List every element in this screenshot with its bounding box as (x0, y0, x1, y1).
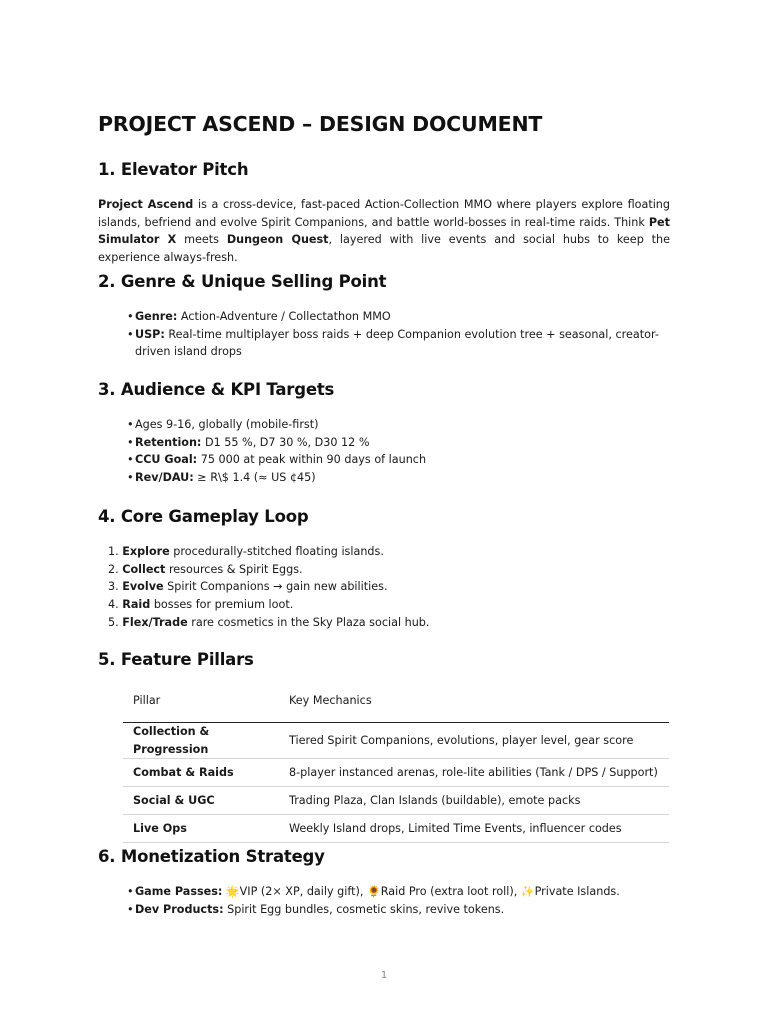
mechanics-cell: Tiered Spirit Companions, evolutions, player level, gear score (279, 723, 669, 759)
kpi-list (98, 416, 670, 487)
item-number: 1. (108, 545, 119, 558)
item-text: Spirit Egg bundles, cosmetic skins, revive tokens. (223, 902, 505, 916)
item-number: 3. (108, 580, 119, 594)
section-gameplay-loop (98, 507, 670, 632)
item-text: Action-Adventure / Collectathon MMO (177, 310, 391, 323)
pitch-text: , layered with live events and social hubs to keep the experience always-fresh. (98, 233, 670, 265)
monetization-list (98, 883, 670, 918)
item-text: Ages 9-16, globally (mobile-first) (135, 418, 319, 431)
list-item (98, 578, 670, 596)
pitch-text: meets (176, 233, 227, 247)
section-heading: 5. Feature Pillars (98, 650, 254, 669)
pillar-cell: Live Ops (123, 815, 279, 843)
section-heading: 4. Core Gameplay Loop (98, 507, 309, 526)
table-row (123, 787, 669, 815)
list-item (98, 543, 670, 561)
section-genre-usp (98, 272, 670, 361)
item-label: Explore (122, 545, 170, 558)
pillar-cell: Collection & Progression (123, 723, 279, 759)
section-heading: 2. Genre & Unique Selling Point (98, 272, 387, 291)
item-number: 4. (108, 598, 119, 612)
section-monetization (98, 847, 670, 918)
item-text: D1 55 %, D7 30 %, D30 12 % (201, 435, 370, 449)
pitch-text: is a cross-device, fast-paced Action-Collection MMO where players explore floating islands, befriend and evolve Spirit Companions, and battle world-bosses in real-time raids. Think (98, 198, 670, 229)
page-number: 1 (380, 970, 388, 981)
item-text: Real-time multiplayer boss raids + deep Companion evolution tree + seasonal, creator-driven island drops (135, 327, 659, 359)
item-label: Evolve (122, 580, 164, 594)
mechanics-cell: 8-player instanced arenas, role-lite abilities (Tank / DPS / Support) (279, 759, 669, 787)
item-number: 5. (108, 615, 119, 629)
list-item: •Genre: Action-Adventure / Collectathon MMO (127, 310, 391, 323)
item-label: Flex/Trade (122, 615, 188, 629)
sunflower-icon: 🌻 (367, 885, 381, 898)
item-label: Raid (122, 598, 151, 612)
item-text: 75 000 at peak within 90 days of launch (197, 453, 427, 467)
pitch-bold: Pet Simulator X (98, 215, 670, 247)
pitch-bold: Dungeon Quest (226, 233, 329, 247)
item-text: ≥ R\$ 1.4 (≈ US ¢45) (193, 471, 316, 485)
list-item: •Game Passes: 🌟VIP (2× XP, daily gift), 🌻Raid Pro (extra loot roll), ✨Private Islands. (127, 885, 620, 898)
mechanics-cell: Weekly Island drops, Limited Time Events, influencer codes (279, 815, 669, 843)
item-text: bosses for premium loot. (150, 598, 294, 612)
item-text: rare cosmetics in the Sky Plaza social hub. (187, 615, 430, 629)
item-label: Collect (122, 562, 166, 576)
pitch-bold: Project Ascend (98, 198, 194, 211)
column-header: Key Mechanics (279, 689, 669, 723)
column-header: Pillar (123, 689, 279, 723)
item-text: VIP (2× XP, daily gift), (239, 885, 364, 898)
list-item: •Rev/DAU: ≥ R\$ 1.4 (≈ US ¢45) (127, 471, 316, 485)
pitch-paragraph (98, 196, 670, 267)
mechanics-cell: Trading Plaza, Clan Islands (buildable), emote packs (279, 787, 669, 815)
table-row (123, 759, 669, 787)
list-item (98, 614, 670, 632)
genre-list (98, 308, 670, 361)
item-label: Rev/DAU: (135, 471, 194, 485)
item-label: Game Passes: (135, 885, 223, 898)
list-item: •CCU Goal: 75 000 at peak within 90 days of launch (127, 453, 427, 467)
document-page (98, 112, 670, 916)
table-row (123, 815, 669, 843)
loop-list (98, 543, 670, 632)
star-icon: 🌟 (225, 885, 240, 898)
item-label: Dev Products: (135, 902, 224, 916)
section-heading: 1. Elevator Pitch (98, 160, 249, 179)
item-text: procedurally-stitched floating islands. (169, 545, 384, 558)
document-title: PROJECT ASCEND – DESIGN DOCUMENT (98, 112, 543, 136)
item-label: USP: (135, 327, 165, 341)
list-item: •Ages 9-16, globally (mobile-first) (127, 418, 319, 431)
item-label: Genre: (135, 310, 178, 323)
item-label: Retention: (135, 435, 202, 449)
list-item: •Dev Products: Spirit Egg bundles, cosmetic skins, revive tokens. (127, 902, 505, 916)
section-heading: 3. Audience & KPI Targets (98, 380, 335, 399)
item-label: CCU Goal: (135, 453, 198, 467)
section-feature-pillars (98, 650, 670, 843)
pillar-cell: Social & UGC (123, 787, 279, 815)
sparkles-icon: ✨ (520, 885, 535, 898)
list-item: •Retention: D1 55 %, D7 30 %, D30 12 % (127, 435, 370, 449)
item-text: Private Islands. (534, 885, 620, 898)
list-item: •USP: Real-time multiplayer boss raids + deep Companion evolution tree + seasonal, creator-driven island drops (127, 327, 659, 359)
list-item (98, 561, 670, 579)
item-number: 2. (108, 562, 119, 576)
table-header-row (123, 689, 669, 723)
table-row (123, 723, 669, 759)
item-text: resources & Spirit Eggs. (165, 562, 303, 576)
section-elevator-pitch (98, 160, 670, 267)
section-heading: 6. Monetization Strategy (98, 847, 325, 866)
section-audience-kpi (98, 380, 670, 487)
list-item (98, 596, 670, 614)
item-text: Raid Pro (extra loot roll), (380, 885, 518, 898)
item-text: Spirit Companions → gain new abilities. (163, 580, 388, 594)
pillar-cell: Combat & Raids (123, 759, 279, 787)
pillars-table (123, 689, 669, 843)
